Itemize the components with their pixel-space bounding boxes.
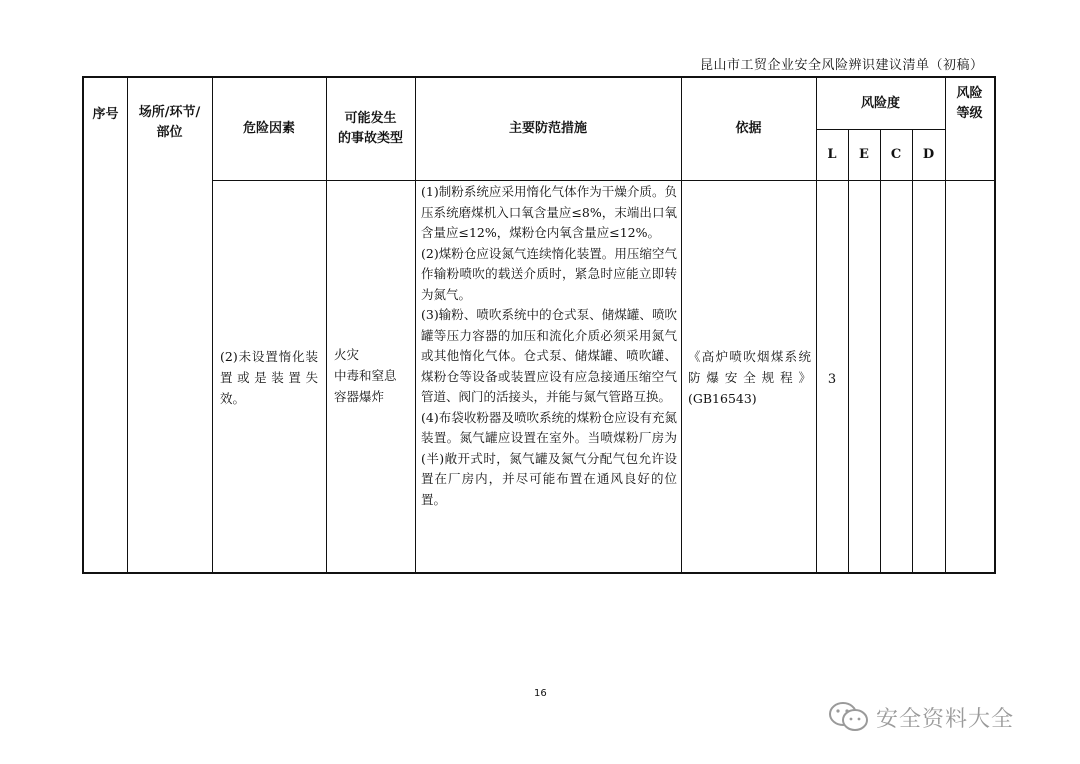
header-location-line2: 部位 <box>156 125 183 140</box>
header-risk-level <box>945 78 994 129</box>
chat-bubbles-icon <box>828 700 870 734</box>
header-L: L <box>827 146 837 162</box>
header-accident-type <box>326 78 415 180</box>
watermark-text: 安全资料大全 <box>876 706 1015 732</box>
accident-type-line: 火灾 <box>334 347 360 362</box>
header-D: D <box>922 146 935 162</box>
header-basis: 依据 <box>735 121 762 136</box>
row-divider <box>212 180 996 181</box>
header-risk-level-line2: 等级 <box>956 105 983 121</box>
header-hazard: 危险因素 <box>242 121 295 136</box>
header-accident-line2: 的事故类型 <box>337 131 403 146</box>
watermark <box>828 700 1014 734</box>
col-divider <box>848 129 849 574</box>
measure-item: (4)布袋收粉器及喷吹系统的煤粉仓应设有充氮装置。氮气罐应设置在室外。当喷煤粉厂房为(半)敞开式时，氮气罐及氮气分配气包允许设置在厂房内，并尽可能布置在通风良好的位置。 <box>421 409 677 507</box>
accident-type-line: 中毒和窒息 <box>334 368 397 383</box>
basis-cell: 《高炉喷吹烟煤系统防爆安全规程》(GB16543) <box>688 349 811 406</box>
document-title: 昆山市工贸企业安全风险辨识建议清单（初稿） <box>700 58 984 73</box>
header-risk-degree: 风险度 <box>860 95 900 111</box>
measure-item: (2)煤粉仓应设氮气连续惰化装置。用压缩空气作输粉喷吹的载送介质时，紧急时应能立即转为氮气。 <box>421 245 677 302</box>
header-risk-level-line1: 风险 <box>956 85 983 101</box>
measure-item: (3)输粉、喷吹系统中的仓式泵、储煤罐、喷吹罐等压力容器的加压和流化介质必须采用氮气或其他惰化气体。仓式泵、储煤罐、喷吹罐、煤粉仓等设备或装置应设有应急接通压缩空气管道、阀门的活接头，并能与氮气管路互换。 <box>421 307 677 404</box>
col-divider <box>912 129 913 574</box>
hazard-cell: (2)未设置惰化装置或是装置失效。 <box>220 349 318 406</box>
header-seq: 序号 <box>92 107 119 122</box>
header-E: E <box>859 146 869 162</box>
header-measures: 主要防范措施 <box>508 121 587 136</box>
accident-type-cell <box>334 344 414 407</box>
header-accident-line1: 可能发生 <box>344 111 397 126</box>
header-C: C <box>890 146 902 162</box>
accident-type-line: 容器爆炸 <box>334 389 385 404</box>
risk-table <box>82 76 996 574</box>
page-number: 16 <box>534 688 547 699</box>
col-divider <box>945 78 946 572</box>
header-location-line1: 场所/环节/ <box>138 105 201 120</box>
col-divider <box>880 129 881 574</box>
measure-item: (1)制粉系统应采用惰化气体作为干燥介质。负压系统磨煤机入口氧含量应≤8%，末端出口氧含量应≤12%，煤粉仓内氧含量应≤12%。 <box>421 184 677 240</box>
measures-cell <box>421 182 677 510</box>
header-location <box>127 92 212 154</box>
value-L: 3 <box>827 372 837 387</box>
